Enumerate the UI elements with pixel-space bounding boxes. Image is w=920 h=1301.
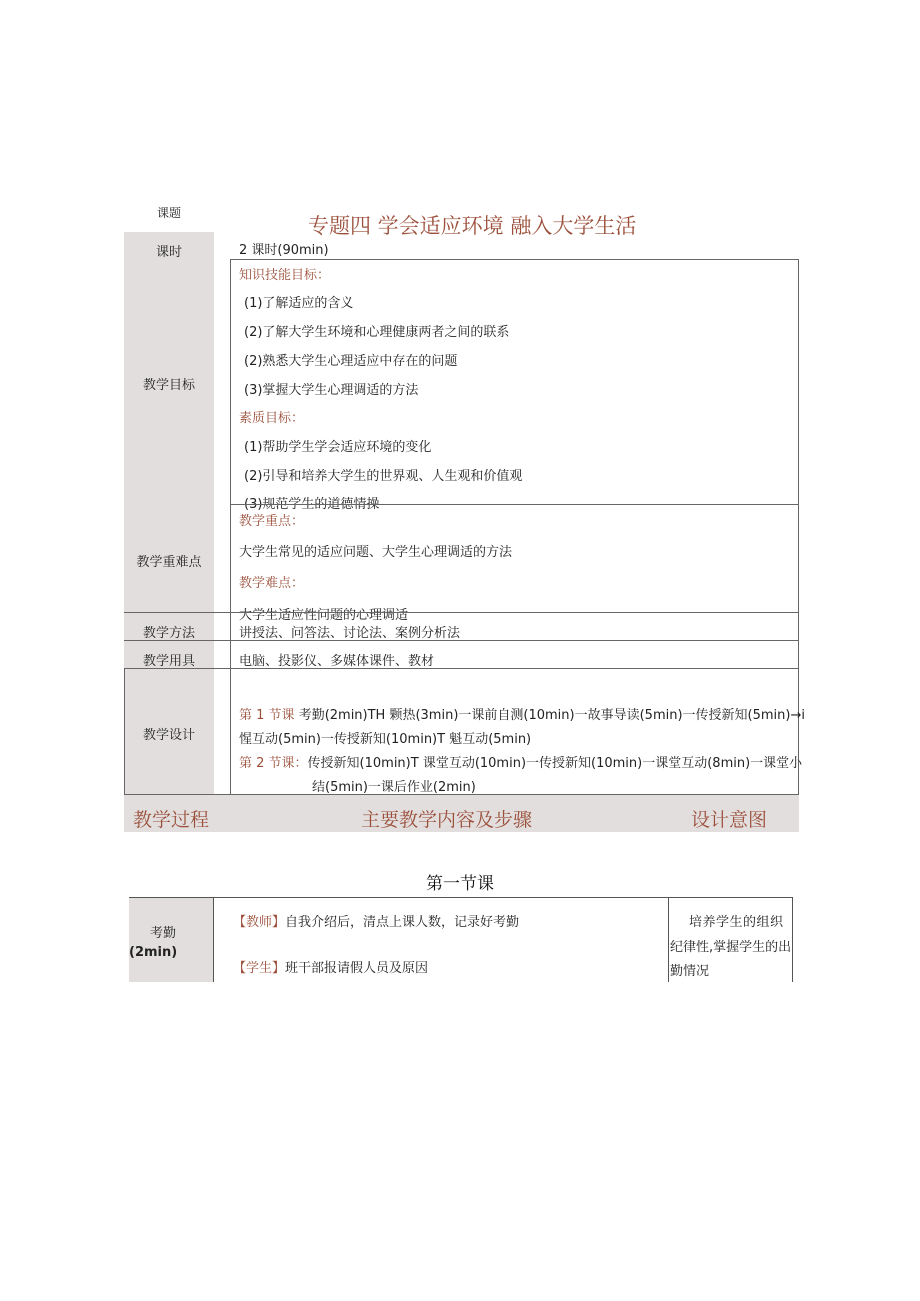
student-tag: 【学生】 <box>233 961 286 976</box>
key-points-label: 教学重难点 <box>136 555 202 570</box>
tools-value: 电脑、投影仪、多媒体课件、教材 <box>239 654 435 669</box>
process-col3: 设计意图 <box>691 809 768 831</box>
student-text: 班干部报请假人员及原因 <box>285 961 429 976</box>
focus-text: 大学生常见的适应问题、大学生心理调适的方法 <box>239 545 513 560</box>
knowledge-item: (1)了解适应的含义 <box>244 296 354 311</box>
lesson1-line2: 惺互动(5min)一传授新知(10min)T 魁互动(5min) <box>239 732 532 747</box>
page-title: 专题四 学会适应环境 融入大学生活 <box>308 214 637 238</box>
section-title: 第一节课 <box>426 874 494 894</box>
difficulty-heading: 教学难点： <box>239 576 305 591</box>
lesson1-text: 考勤(2min)TH 颗热(3min)一课前自测(10min)一故事导读(5min)一传授新知(5min)→i <box>298 708 805 723</box>
lesson2-line1 <box>239 752 802 771</box>
process-col1: 教学过程 <box>133 809 210 831</box>
quality-item: (1)帮助学生学会适应环境的变化 <box>244 440 432 455</box>
keshi-label: 课时 <box>155 245 182 260</box>
tools-divider <box>230 640 231 669</box>
intent-line: 纪律性,掌握学生的出 <box>670 940 792 955</box>
knowledge-item: (2)熟悉大学生心理适应中存在的问题 <box>244 354 458 369</box>
lesson2-line2: 结(5min)一课后作业(2min) <box>312 780 476 795</box>
intent-line: 培养学生的组织 <box>689 915 784 930</box>
attendance-label: 考勤 <box>149 926 176 941</box>
tools-box <box>124 640 799 669</box>
knowledge-item: (3)掌握大学生心理调适的方法 <box>244 383 419 398</box>
attendance-divider-1 <box>213 897 214 982</box>
lesson2-text: 传授新知(10min)T 课堂互动(10min)一传授新知(10min)一课堂互动(8min)一课堂小 <box>307 756 803 771</box>
method-divider <box>230 612 231 641</box>
method-label: 教学方法 <box>142 626 195 641</box>
keshi-value: 2 课时(90min) <box>239 243 329 258</box>
key-points-content <box>231 505 797 623</box>
quality-item: (2)引导和培养大学生的世界观、人生观和价值观 <box>244 469 523 484</box>
method-value: 讲授法、问答法、讨论法、案例分析法 <box>239 626 461 641</box>
teacher-line <box>233 911 519 930</box>
quality-item: (3)规范学生的道德情操 <box>244 497 380 512</box>
process-col2: 主要教学内容及步骤 <box>361 809 533 831</box>
knowledge-heading: 知识技能目标： <box>239 268 331 283</box>
knowledge-item: (2)了解大学生环境和心理健康两者之间的联系 <box>244 325 510 340</box>
intent-line: 勤情况 <box>670 964 710 979</box>
attendance-top-border <box>129 897 793 898</box>
attendance-time: (2min) <box>129 945 178 960</box>
method-box <box>124 612 799 641</box>
teacher-text: 自我介绍后，清点上课人数，记录好考勤 <box>285 915 520 930</box>
lesson2-label: 第 2 节课： <box>239 756 308 771</box>
quality-heading: 素质目标： <box>239 411 305 426</box>
objectives-label: 教学目标 <box>142 378 195 393</box>
attendance-divider-2 <box>668 897 669 982</box>
difficulty-text: 大学生适应性问题的心理调适 <box>239 608 409 623</box>
lesson1-label: 第 1 节课 <box>239 708 295 723</box>
design-label: 教学设计 <box>142 728 195 743</box>
student-line <box>233 957 428 976</box>
tools-label: 教学用具 <box>142 654 195 669</box>
attendance-right-border <box>792 897 793 982</box>
teacher-tag: 【教师】 <box>233 915 286 930</box>
lesson1-line1 <box>239 704 805 723</box>
keti-label: 课题 <box>156 206 181 220</box>
focus-heading: 教学重点： <box>239 514 305 529</box>
design-content <box>231 669 805 795</box>
objectives-content <box>231 260 797 512</box>
